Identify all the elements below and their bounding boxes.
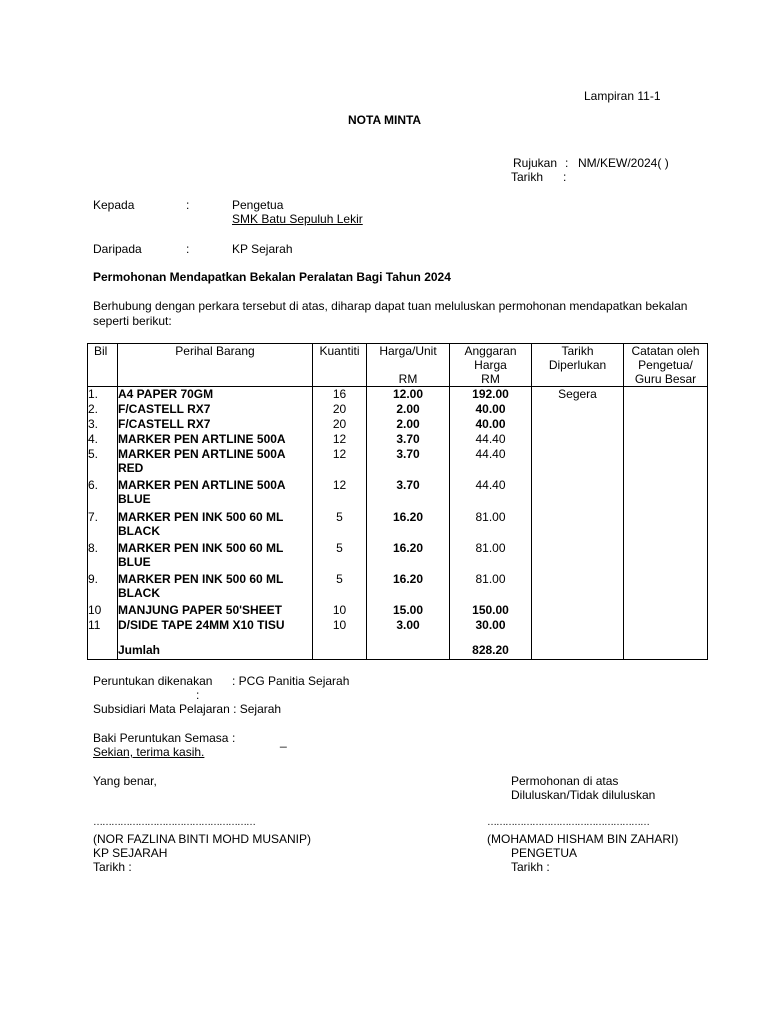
- signature-line-left: ………………………………………………: [93, 817, 255, 828]
- row-qty: 20: [313, 417, 367, 432]
- row-price: 16.20: [367, 510, 450, 541]
- row-date: [532, 478, 624, 509]
- row-item: MARKER PEN INK 500 60 ML BLACK: [118, 572, 313, 603]
- row-catatan: [624, 417, 708, 432]
- row-date: [532, 417, 624, 432]
- table-header-row: [88, 344, 708, 387]
- header-harga-line2: RM: [398, 372, 418, 386]
- signatory-right-name: (MOHAMAD HISHAM BIN ZAHARI): [487, 832, 679, 846]
- row-date: Segera: [532, 387, 624, 403]
- row-catatan: [624, 618, 708, 633]
- table-row: [88, 387, 708, 403]
- document-title: NOTA MINTA: [348, 113, 422, 127]
- row-qty: 5: [313, 572, 367, 603]
- row-price: 3.70: [367, 478, 450, 509]
- row-date: [532, 447, 624, 478]
- permohonan-line-1: Permohonan di atas: [511, 774, 619, 788]
- header-bil: Bil: [88, 344, 118, 387]
- row-total: 44.40: [450, 447, 532, 478]
- rujukan-value: NM/KEW/2024( ): [578, 156, 669, 170]
- table-row: [88, 510, 708, 541]
- items-table: [87, 343, 708, 660]
- row-price: 2.00: [367, 417, 450, 432]
- row-bil: 1.: [88, 387, 118, 403]
- row-catatan: [624, 432, 708, 447]
- table-row: [88, 417, 708, 432]
- row-total: 192.00: [450, 387, 532, 403]
- kepada-line2: SMK Batu Sepuluh Lekir: [232, 212, 363, 226]
- baki-colon: :: [232, 731, 236, 745]
- jumlah-value: 828.20: [450, 633, 532, 659]
- row-price: 3.70: [367, 432, 450, 447]
- row-date: [532, 402, 624, 417]
- row-catatan: [624, 402, 708, 417]
- daripada-colon: :: [186, 242, 190, 256]
- row-catatan: [624, 387, 708, 403]
- table-row: [88, 572, 708, 603]
- row-qty: 12: [313, 447, 367, 478]
- table-row: [88, 618, 708, 633]
- table-row: [88, 402, 708, 417]
- row-price: 2.00: [367, 402, 450, 417]
- row-bil: 3.: [88, 417, 118, 432]
- row-catatan: [624, 572, 708, 603]
- row-date: [532, 618, 624, 633]
- header-catatan: [624, 344, 708, 387]
- row-bil: 6.: [88, 478, 118, 509]
- table-row: [88, 541, 708, 572]
- row-qty: 10: [313, 618, 367, 633]
- row-item: F/CASTELL RX7: [118, 402, 313, 417]
- header-catatan-line3: Guru Besar: [634, 372, 697, 386]
- kepada-line1: Pengetua: [232, 198, 284, 212]
- row-date: [532, 603, 624, 618]
- row-date: [532, 432, 624, 447]
- row-total: 30.00: [450, 618, 532, 633]
- peruntukan-value: : PCG Panitia Sejarah: [232, 674, 350, 688]
- row-total: 44.40: [450, 478, 532, 509]
- daripada-label: Daripada: [93, 242, 142, 256]
- lampiran-label: Lampiran 11-1: [584, 89, 661, 103]
- row-date: [532, 510, 624, 541]
- row-item: MARKER PEN ARTLINE 500A: [118, 432, 313, 447]
- intro-line-1: Berhubung dengan perkara tersebut di atas, diharap dapat tuan meluluskan permohonan mendapatkan bekalan: [93, 299, 688, 313]
- jumlah-label: Jumlah: [118, 633, 313, 659]
- row-price: 15.00: [367, 603, 450, 618]
- row-qty: 5: [313, 541, 367, 572]
- sekian-line: Sekian, terima kasih.: [93, 745, 205, 759]
- subject-line: Permohonan Mendapatkan Bekalan Peralatan Bagi Tahun 2024: [93, 270, 451, 284]
- header-tarikh-line1: Tarikh: [561, 344, 594, 358]
- header-catatan-line2: Pengetua/: [638, 358, 693, 372]
- table-row: [88, 447, 708, 478]
- row-bil: 7.: [88, 510, 118, 541]
- row-total: 81.00: [450, 572, 532, 603]
- header-anggaran: [450, 344, 532, 387]
- row-item: D/SIDE TAPE 24MM X10 TISU: [118, 618, 313, 633]
- header-tarikh-line2: Diperlukan: [548, 358, 607, 372]
- daripada-value: KP Sejarah: [232, 242, 293, 256]
- header-harga: [367, 344, 450, 387]
- row-catatan: [624, 510, 708, 541]
- row-bil: 4.: [88, 432, 118, 447]
- row-qty: 12: [313, 432, 367, 447]
- row-bil: 10: [88, 603, 118, 618]
- row-price: 3.70: [367, 447, 450, 478]
- row-item: MARKER PEN ARTLINE 500A RED: [118, 447, 313, 478]
- signatory-right-title: PENGETUA: [511, 846, 578, 860]
- row-catatan: [624, 447, 708, 478]
- row-item: A4 PAPER 70GM: [118, 387, 313, 403]
- yang-benar: Yang benar,: [93, 774, 157, 788]
- kepada-label: Kepada: [93, 198, 135, 212]
- row-total: 81.00: [450, 510, 532, 541]
- row-item: MANJUNG PAPER 50'SHEET: [118, 603, 313, 618]
- row-bil: 11: [88, 618, 118, 633]
- row-bil: 9.: [88, 572, 118, 603]
- tarikh-label: Tarikh: [511, 170, 544, 184]
- row-qty: 5: [313, 510, 367, 541]
- baki-label: Baki Peruntukan Semasa: [93, 731, 229, 745]
- header-kuantiti: Kuantiti: [313, 344, 367, 387]
- permohonan-line-2: Diluluskan/Tidak diluluskan: [511, 788, 656, 802]
- signatory-left-tarikh: Tarikh :: [93, 860, 132, 874]
- row-item: MARKER PEN INK 500 60 ML BLACK: [118, 510, 313, 541]
- row-qty: 12: [313, 478, 367, 509]
- subsidiari-line: Subsidiari Mata Pelajaran : Sejarah: [93, 702, 282, 716]
- row-date: [532, 541, 624, 572]
- header-anggaran-line1: Anggaran: [464, 344, 517, 358]
- row-price: 3.00: [367, 618, 450, 633]
- row-catatan: [624, 603, 708, 618]
- header-harga-line1: Harga/Unit: [379, 344, 437, 358]
- peruntukan-label: Peruntukan dikenakan: [93, 674, 213, 688]
- rujukan-label: Rujukan: [513, 156, 558, 170]
- table-row: [88, 603, 708, 618]
- signature-line-right: ………………………………………………: [487, 817, 649, 828]
- signatory-left-title: KP SEJARAH: [93, 846, 168, 860]
- signatory-right-tarikh: Tarikh :: [511, 860, 550, 874]
- header-catatan-line1: Catatan oleh: [631, 344, 700, 358]
- table-total-row: [88, 633, 708, 659]
- row-price: 16.20: [367, 572, 450, 603]
- baki-dash: _: [280, 734, 287, 748]
- row-date: [532, 572, 624, 603]
- header-tarikh: [532, 344, 624, 387]
- table-row: [88, 432, 708, 447]
- tarikh-colon: :: [563, 170, 567, 184]
- signatory-left-name: (NOR FAZLINA BINTI MOHD MUSANIP): [93, 832, 312, 846]
- row-total: 40.00: [450, 402, 532, 417]
- row-catatan: [624, 478, 708, 509]
- row-bil: 8.: [88, 541, 118, 572]
- peruntukan-colon: :: [196, 688, 200, 702]
- row-price: 16.20: [367, 541, 450, 572]
- row-qty: 10: [313, 603, 367, 618]
- header-perihal: Perihal Barang: [118, 344, 313, 387]
- row-total: 40.00: [450, 417, 532, 432]
- row-total: 44.40: [450, 432, 532, 447]
- row-total: 150.00: [450, 603, 532, 618]
- row-item: F/CASTELL RX7: [118, 417, 313, 432]
- row-qty: 16: [313, 387, 367, 403]
- row-total: 81.00: [450, 541, 532, 572]
- row-price: 12.00: [367, 387, 450, 403]
- row-item: MARKER PEN ARTLINE 500A BLUE: [118, 478, 313, 509]
- rujukan-colon: :: [565, 156, 569, 170]
- kepada-colon: :: [186, 198, 190, 212]
- row-catatan: [624, 541, 708, 572]
- header-anggaran-line2: Harga: [474, 358, 507, 372]
- row-qty: 20: [313, 402, 367, 417]
- row-bil: 2.: [88, 402, 118, 417]
- header-anggaran-line3: RM: [481, 372, 500, 386]
- intro-line-2: seperti berikut:: [93, 314, 172, 328]
- row-bil: 5.: [88, 447, 118, 478]
- table-row: [88, 478, 708, 509]
- row-item: MARKER PEN INK 500 60 ML BLUE: [118, 541, 313, 572]
